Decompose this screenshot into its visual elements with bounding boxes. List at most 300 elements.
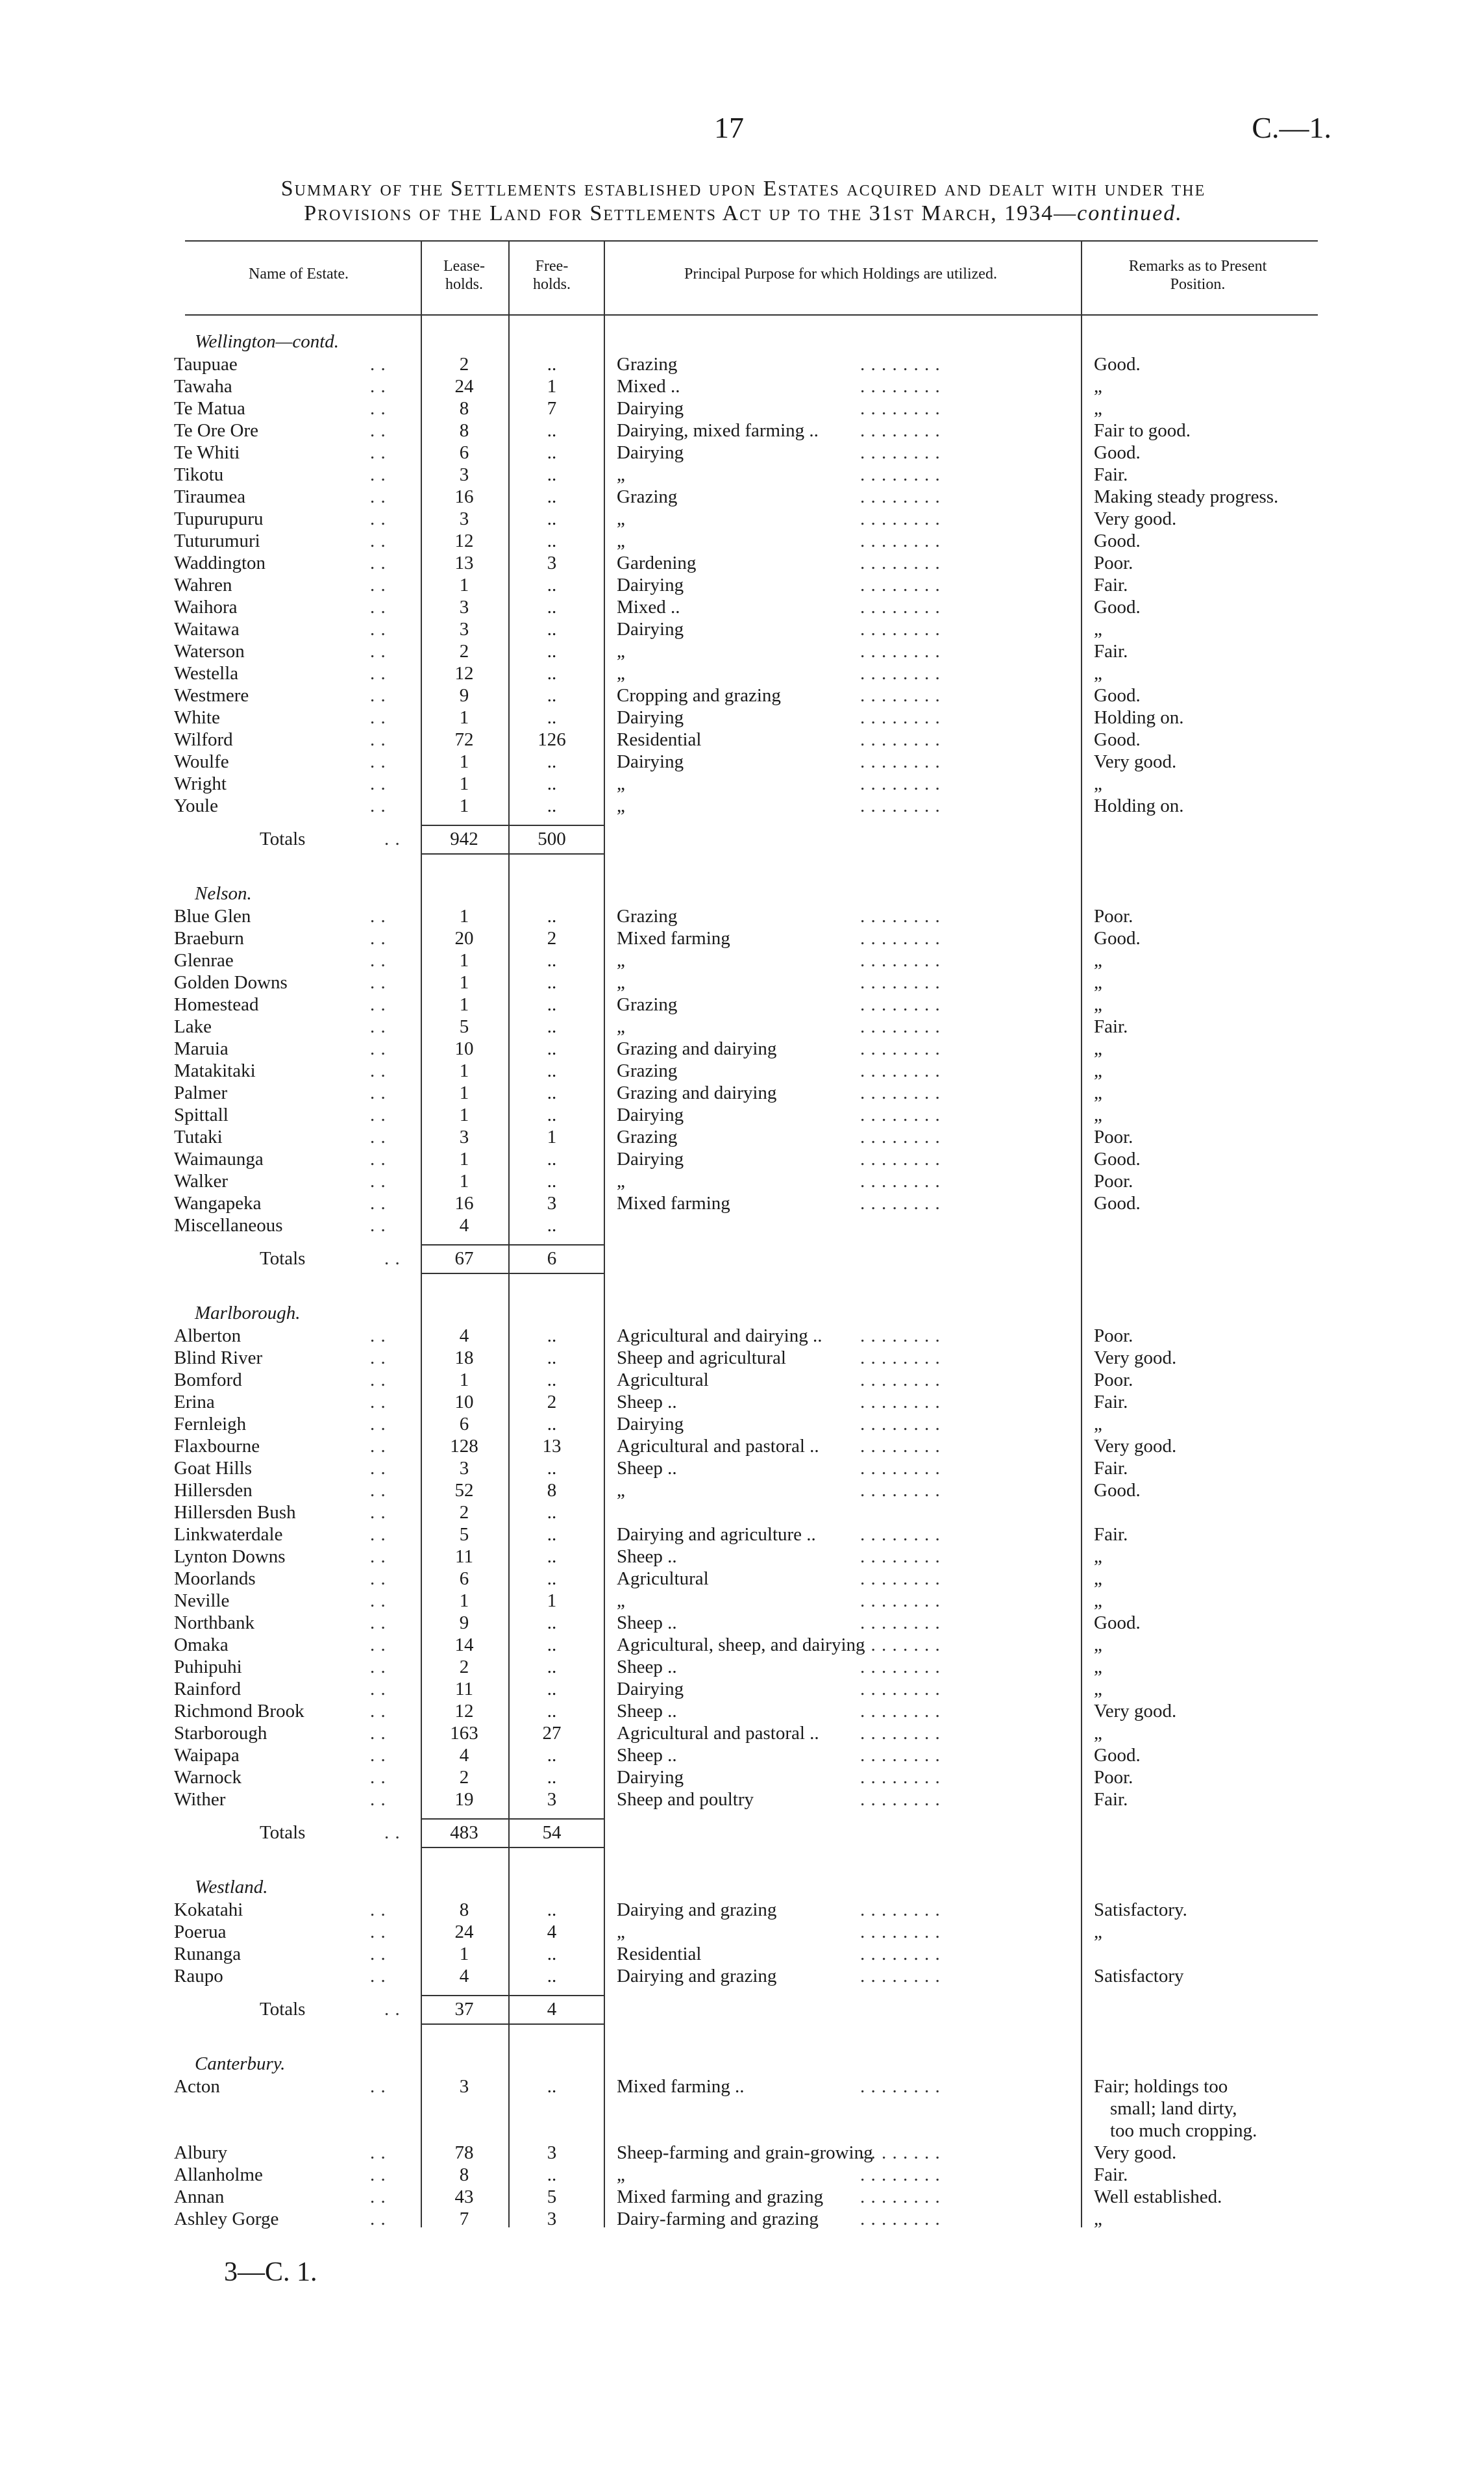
- remarks-value: Good.: [1094, 1612, 1141, 1633]
- estate-name: Tuturumuri: [174, 531, 260, 551]
- estate-name: Glenrae: [174, 950, 234, 971]
- leaseholds-value: 6: [459, 1568, 469, 1589]
- table-row: [0, 530, 1484, 552]
- freeholds-value: 2: [547, 928, 557, 949]
- leader-dots: . . . . . . . .: [860, 773, 941, 794]
- remarks-value: Poor.: [1094, 1325, 1133, 1346]
- remarks-value: Very good.: [1094, 508, 1177, 529]
- remarks-value: Fair; holdings too: [1094, 2076, 1228, 2097]
- estate-name: Kokatahi: [174, 1899, 243, 1920]
- remarks-value: „: [1094, 1083, 1102, 1103]
- remarks-value: Well established.: [1094, 2186, 1222, 2207]
- purpose-value: „: [617, 1922, 625, 1942]
- freeholds-value: ..: [547, 1657, 557, 1677]
- freeholds-value: 3: [547, 1193, 557, 1214]
- freeholds-value: ..: [547, 950, 557, 971]
- table-row: [0, 1413, 1484, 1435]
- freeholds-value: ..: [547, 2076, 557, 2097]
- remarks-value: Very good.: [1094, 1701, 1177, 1722]
- purpose-value: Mixed farming ..: [617, 2076, 745, 2097]
- purpose-value: „: [617, 1480, 625, 1501]
- remarks-value: Poor.: [1094, 1127, 1133, 1147]
- remarks-value: „: [1094, 1568, 1102, 1589]
- estate-name: Walker: [174, 1171, 229, 1192]
- purpose-value: Grazing: [617, 906, 678, 927]
- table-row: [0, 1943, 1484, 1965]
- leader-dots: . .: [370, 1458, 386, 1479]
- remarks-value: Fair.: [1094, 575, 1128, 595]
- leader-dots: . . . . . . . .: [860, 1524, 941, 1545]
- estate-name: Waimaunga: [174, 1149, 264, 1170]
- purpose-value: Sheep ..: [617, 1546, 677, 1567]
- estate-name: Braeburn: [174, 928, 244, 949]
- header-freeholds: [510, 257, 594, 294]
- leaseholds-value: 8: [459, 398, 469, 419]
- table-row: [0, 2164, 1484, 2186]
- purpose-value: Agricultural and dairying ..: [617, 1325, 822, 1346]
- purpose-value: „: [617, 641, 625, 662]
- freeholds-value: ..: [547, 1038, 557, 1059]
- leaseholds-value: 128: [450, 1436, 478, 1457]
- leaseholds-value: 7: [459, 2209, 469, 2229]
- leader-dots: . . . . . . . .: [860, 1193, 941, 1214]
- table-row: [0, 1170, 1484, 1192]
- section-title: Nelson.: [195, 883, 252, 904]
- estate-name: Hillersden: [174, 1480, 253, 1501]
- purpose-value: Grazing and dairying: [617, 1083, 777, 1103]
- freeholds-value: 126: [538, 729, 566, 750]
- estate-name: Lake: [174, 1016, 212, 1037]
- totals-label: Totals: [260, 1822, 306, 1843]
- totals-leaseholds: 67: [454, 1248, 474, 1269]
- table-row: [0, 596, 1484, 618]
- freeholds-value: ..: [547, 1679, 557, 1699]
- leader-dots: . .: [370, 464, 386, 485]
- leader-dots: . .: [370, 1966, 386, 1986]
- leader-dots: . . . . . . . .: [860, 531, 941, 551]
- table-row: [0, 1899, 1484, 1921]
- leaseholds-value: 6: [459, 442, 469, 463]
- freeholds-value: ..: [547, 1060, 557, 1081]
- table-row: [0, 1457, 1484, 1479]
- table-row: [0, 1678, 1484, 1700]
- purpose-value: Dairying: [617, 1149, 684, 1170]
- leaseholds-value: 3: [459, 1458, 469, 1479]
- leader-dots: . . . . . . . .: [860, 1370, 941, 1390]
- table-row: [0, 795, 1484, 817]
- freeholds-value: 4: [547, 1922, 557, 1942]
- purpose-value: Grazing: [617, 486, 678, 507]
- leader-dots: . .: [370, 906, 386, 927]
- leader-dots: . .: [370, 508, 386, 529]
- table-row: [0, 420, 1484, 442]
- leaseholds-value: 3: [459, 1127, 469, 1147]
- leader-dots: . .: [370, 1590, 386, 1611]
- leader-dots: . .: [370, 641, 386, 662]
- title-line-1: Summary of the Settlements established upon Estates acquired and dealt with under the: [280, 177, 1206, 201]
- header-remarks: [1084, 257, 1311, 294]
- leaseholds-value: 1: [459, 1944, 469, 1964]
- table-row: [0, 1722, 1484, 1744]
- table-row: [0, 1214, 1484, 1236]
- estate-name: Te Matua: [174, 398, 245, 419]
- table-row-continuation: [0, 2098, 1484, 2120]
- remarks-value: „: [1094, 1657, 1102, 1677]
- leader-dots: . .: [370, 972, 386, 993]
- remarks-value: Good.: [1094, 685, 1141, 706]
- leader-dots: . . . . . . . .: [860, 1899, 941, 1920]
- remarks-value: „: [1094, 773, 1102, 794]
- table-row: [0, 707, 1484, 729]
- leader-dots: . .: [370, 1016, 386, 1037]
- leader-dots: . . . . . . . .: [860, 1723, 941, 1744]
- leaseholds-value: 1: [459, 950, 469, 971]
- remarks-value: „: [1094, 1922, 1102, 1942]
- leader-dots: . . . . . . . .: [860, 2142, 941, 2163]
- leaseholds-value: 2: [459, 1767, 469, 1788]
- leader-dots: . .: [370, 1436, 386, 1457]
- remarks-value: Very good.: [1094, 1347, 1177, 1368]
- leader-dots: . .: [370, 1922, 386, 1942]
- estate-name: Hillersden Bush: [174, 1502, 296, 1523]
- table-row: [0, 905, 1484, 927]
- table-row: [0, 662, 1484, 684]
- remarks-value: Good.: [1094, 1149, 1141, 1170]
- estate-name: Miscellaneous: [174, 1215, 283, 1236]
- estate-name: Lynton Downs: [174, 1546, 286, 1567]
- purpose-value: Dairying: [617, 1105, 684, 1125]
- remarks-value: Very good.: [1094, 2142, 1177, 2163]
- remarks-value: Fair.: [1094, 1524, 1128, 1545]
- leader-dots: . . . . . . . .: [860, 575, 941, 595]
- estate-name: Maruia: [174, 1038, 229, 1059]
- leader-dots: . .: [370, 1083, 386, 1103]
- freeholds-value: ..: [547, 1546, 557, 1567]
- leader-dots: . . . . . . . .: [860, 707, 941, 728]
- totals-freeholds: 54: [542, 1822, 562, 1843]
- remarks-value: Holding on.: [1094, 795, 1184, 816]
- table-row: [0, 552, 1484, 574]
- purpose-value: Cropping and grazing: [617, 685, 781, 706]
- purpose-value: „: [617, 950, 625, 971]
- leaseholds-value: 1: [459, 1590, 469, 1611]
- remarks-value: Satisfactory: [1094, 1966, 1184, 1986]
- remarks-value: „: [1094, 376, 1102, 397]
- table-row: [0, 1479, 1484, 1501]
- purpose-value: „: [617, 1590, 625, 1611]
- leader-dots: . . . . . . . .: [860, 1745, 941, 1766]
- purpose-value: Dairying: [617, 1679, 684, 1699]
- leader-dots: . .: [370, 2142, 386, 2163]
- leader-dots: . .: [370, 398, 386, 419]
- leader-dots: . . . . . . . .: [860, 1347, 941, 1368]
- freeholds-value: 13: [542, 1436, 562, 1457]
- leaseholds-value: 1: [459, 795, 469, 816]
- freeholds-value: ..: [547, 442, 557, 463]
- leader-dots: . . . . . . . .: [860, 1944, 941, 1964]
- estate-name: Blue Glen: [174, 906, 251, 927]
- estate-name: Neville: [174, 1590, 230, 1611]
- purpose-value: Agricultural, sheep, and dairying: [617, 1634, 865, 1655]
- leader-dots: . .: [370, 575, 386, 595]
- purpose-value: Sheep and poultry: [617, 1789, 754, 1810]
- table-row: [0, 640, 1484, 662]
- remarks-value: Good.: [1094, 1745, 1141, 1766]
- estate-name: Tupurupuru: [174, 508, 264, 529]
- leader-dots: . .: [370, 685, 386, 706]
- leaseholds-value: 20: [454, 928, 474, 949]
- table-row: [0, 2075, 1484, 2098]
- table-row: [0, 2186, 1484, 2208]
- table-row: [0, 1788, 1484, 1810]
- title-continued: continued.: [1077, 201, 1183, 225]
- leader-dots: . .: [370, 1038, 386, 1059]
- estate-name: Matakitaki: [174, 1060, 256, 1081]
- leader-dots: . .: [370, 1392, 386, 1412]
- leader-dots: . .: [370, 663, 386, 684]
- table-row: [0, 949, 1484, 971]
- freeholds-value: ..: [547, 354, 557, 375]
- leaseholds-value: 16: [454, 486, 474, 507]
- purpose-value: Sheep ..: [617, 1701, 677, 1722]
- leaseholds-value: 13: [454, 553, 474, 573]
- freeholds-value: ..: [547, 1745, 557, 1766]
- freeholds-value: ..: [547, 1215, 557, 1236]
- remarks-value-line3: too much cropping.: [1110, 2120, 1257, 2141]
- leader-dots: . . . . . . . .: [860, 619, 941, 640]
- freeholds-value: ..: [547, 1899, 557, 1920]
- table-row: [0, 1501, 1484, 1523]
- totals-bottom-rule: [421, 853, 604, 855]
- freeholds-value: 27: [542, 1723, 562, 1744]
- leaseholds-value: 2: [459, 641, 469, 662]
- table-row: [0, 375, 1484, 397]
- leader-dots: . .: [370, 597, 386, 618]
- purpose-value: Sheep-farming and grain-growing: [617, 2142, 873, 2163]
- estate-name: Puhipuhi: [174, 1657, 242, 1677]
- leaseholds-value: 6: [459, 1414, 469, 1434]
- purpose-value: Agricultural: [617, 1568, 709, 1589]
- leaseholds-value: 2: [459, 1657, 469, 1677]
- freeholds-value: ..: [547, 1105, 557, 1125]
- section-title: Canterbury.: [195, 2053, 286, 2074]
- leader-dots: . .: [384, 1822, 401, 1843]
- leaseholds-value: 24: [454, 1922, 474, 1942]
- table-row: [0, 1325, 1484, 1347]
- remarks-value: „: [1094, 1105, 1102, 1125]
- leaseholds-value: 78: [454, 2142, 474, 2163]
- freeholds-value: 3: [547, 2142, 557, 2163]
- table-row: [0, 684, 1484, 707]
- leader-dots: . . . . . . . .: [860, 1679, 941, 1699]
- purpose-value: „: [617, 508, 625, 529]
- remarks-value: Fair.: [1094, 464, 1128, 485]
- leader-dots: . . . . . . . .: [860, 354, 941, 375]
- purpose-value: Grazing: [617, 1060, 678, 1081]
- remarks-value: Good.: [1094, 442, 1141, 463]
- leaseholds-value: 3: [459, 597, 469, 618]
- section-title: Marlborough.: [195, 1303, 301, 1323]
- remarks-value: „: [1094, 1060, 1102, 1081]
- estate-name: Waitawa: [174, 619, 240, 640]
- leader-dots: . .: [370, 1215, 386, 1236]
- table-row: [0, 1744, 1484, 1766]
- freeholds-value: ..: [547, 575, 557, 595]
- freeholds-value: ..: [547, 531, 557, 551]
- freeholds-value: ..: [547, 420, 557, 441]
- section-title: Wellington—contd.: [195, 331, 340, 352]
- leader-dots: . .: [370, 1325, 386, 1346]
- table-row: [0, 397, 1484, 420]
- leaseholds-value: 1: [459, 575, 469, 595]
- estate-name: Tawaha: [174, 376, 232, 397]
- leaseholds-value: 4: [459, 1966, 469, 1986]
- leader-dots: . .: [370, 1127, 386, 1147]
- leader-dots: . .: [370, 707, 386, 728]
- estate-name: Acton: [174, 2076, 220, 2097]
- leader-dots: . .: [370, 1899, 386, 1920]
- remarks-value-line2: small; land dirty,: [1110, 2098, 1237, 2119]
- leader-dots: . .: [370, 553, 386, 573]
- leader-dots: . .: [370, 729, 386, 750]
- purpose-value: Sheep ..: [617, 1745, 677, 1766]
- leaseholds-value: 12: [454, 663, 474, 684]
- purpose-value: Dairying: [617, 442, 684, 463]
- freeholds-value: ..: [547, 1325, 557, 1346]
- purpose-value: „: [617, 531, 625, 551]
- purpose-value: Dairying: [617, 575, 684, 595]
- estate-name: Tutaki: [174, 1127, 223, 1147]
- table-row: [0, 773, 1484, 795]
- leaseholds-value: 52: [454, 1480, 474, 1501]
- table-row: [0, 353, 1484, 375]
- remarks-value: „: [1094, 972, 1102, 993]
- leaseholds-value: 2: [459, 354, 469, 375]
- leader-dots: . .: [370, 2186, 386, 2207]
- leader-dots: . . . . . . . .: [860, 1922, 941, 1942]
- leader-dots: . . . . . . . .: [860, 685, 941, 706]
- remarks-value: Fair.: [1094, 1458, 1128, 1479]
- freeholds-value: 2: [547, 1392, 557, 1412]
- remarks-value: Poor.: [1094, 1370, 1133, 1390]
- remarks-value: Good.: [1094, 597, 1141, 618]
- freeholds-value: ..: [547, 972, 557, 993]
- remarks-value: „: [1094, 1038, 1102, 1059]
- estate-name: Golden Downs: [174, 972, 288, 993]
- freeholds-value: 7: [547, 398, 557, 419]
- leader-dots: . . . . . . . .: [860, 795, 941, 816]
- table-row: [0, 1038, 1484, 1060]
- leaseholds-value: 11: [455, 1546, 473, 1567]
- leaseholds-value: 163: [450, 1723, 478, 1744]
- leaseholds-value: 8: [459, 1899, 469, 1920]
- leader-dots: . . . . . . . .: [860, 663, 941, 684]
- purpose-value: „: [617, 1171, 625, 1192]
- leaseholds-value: 9: [459, 685, 469, 706]
- estate-name: Goat Hills: [174, 1458, 253, 1479]
- estate-name: Tiraumea: [174, 486, 246, 507]
- leader-dots: . .: [370, 1060, 386, 1081]
- purpose-value: Residential: [617, 729, 702, 750]
- totals-bottom-rule: [421, 1273, 604, 1274]
- leader-dots: . . . . . . . .: [860, 1127, 941, 1147]
- leader-dots: . .: [370, 619, 386, 640]
- remarks-value: „: [1094, 1723, 1102, 1744]
- freeholds-value: ..: [547, 795, 557, 816]
- leaseholds-value: 24: [454, 376, 474, 397]
- leader-dots: . . . . . . . .: [860, 1612, 941, 1633]
- leader-dots: . . . . . . . .: [860, 1436, 941, 1457]
- purpose-value: „: [617, 1016, 625, 1037]
- purpose-value: Dairying: [617, 751, 684, 772]
- totals-bottom-rule: [421, 2023, 604, 2025]
- table-row: [0, 1612, 1484, 1634]
- freeholds-value: 8: [547, 1480, 557, 1501]
- estate-name: Te Whiti: [174, 442, 240, 463]
- purpose-value: „: [617, 795, 625, 816]
- totals-label: Totals: [260, 1248, 306, 1269]
- remarks-value: Fair.: [1094, 2164, 1128, 2185]
- table-row: [0, 1148, 1484, 1170]
- totals-label: Totals: [260, 1999, 306, 2020]
- table-row: [0, 1634, 1484, 1656]
- leaseholds-value: 1: [459, 906, 469, 927]
- leader-dots: . . . . . . . .: [860, 1657, 941, 1677]
- leader-dots: . .: [370, 1745, 386, 1766]
- table-row: [0, 464, 1484, 486]
- leader-dots: . .: [384, 1248, 401, 1269]
- freeholds-value: ..: [547, 1767, 557, 1788]
- table-row: [0, 1082, 1484, 1104]
- purpose-value: Dairying: [617, 619, 684, 640]
- leader-dots: . .: [370, 1370, 386, 1390]
- estate-name: Erina: [174, 1392, 215, 1412]
- leaseholds-value: 12: [454, 1701, 474, 1722]
- purpose-value: „: [617, 663, 625, 684]
- purpose-value: Dairying and grazing: [617, 1899, 777, 1920]
- freeholds-value: ..: [547, 1524, 557, 1545]
- table-row: [0, 2208, 1484, 2230]
- leader-dots: . . . . . . . .: [860, 1568, 941, 1589]
- estate-name: Tikotu: [174, 464, 224, 485]
- leader-dots: . .: [370, 1502, 386, 1523]
- freeholds-value: 5: [547, 2186, 557, 2207]
- leader-dots: . . . . . . . .: [860, 994, 941, 1015]
- leader-dots: . . . . . . . .: [860, 1966, 941, 1986]
- freeholds-value: ..: [547, 1966, 557, 1986]
- remarks-value: Satisfactory.: [1094, 1899, 1187, 1920]
- leader-dots: . .: [370, 2076, 386, 2097]
- header-bottom-rule: [185, 314, 1318, 316]
- leader-dots: . .: [370, 420, 386, 441]
- estate-name: Wither: [174, 1789, 226, 1810]
- purpose-value: „: [617, 773, 625, 794]
- header-purpose: Principal Purpose for which Holdings are utilized.: [684, 266, 997, 282]
- header-freeholds-line2: holds.: [532, 276, 571, 293]
- table-row: [0, 751, 1484, 773]
- estate-name: Northbank: [174, 1612, 255, 1633]
- table-row: [0, 729, 1484, 751]
- leader-dots: . . . . . . . .: [860, 1414, 941, 1434]
- freeholds-value: ..: [547, 685, 557, 706]
- remarks-value: Very good.: [1094, 1436, 1177, 1457]
- table-row: [0, 1766, 1484, 1788]
- purpose-value: „: [617, 972, 625, 993]
- remarks-value: Good.: [1094, 1193, 1141, 1214]
- remarks-value: Good.: [1094, 531, 1141, 551]
- leader-dots: . . . . . . . .: [860, 928, 941, 949]
- freeholds-value: ..: [547, 641, 557, 662]
